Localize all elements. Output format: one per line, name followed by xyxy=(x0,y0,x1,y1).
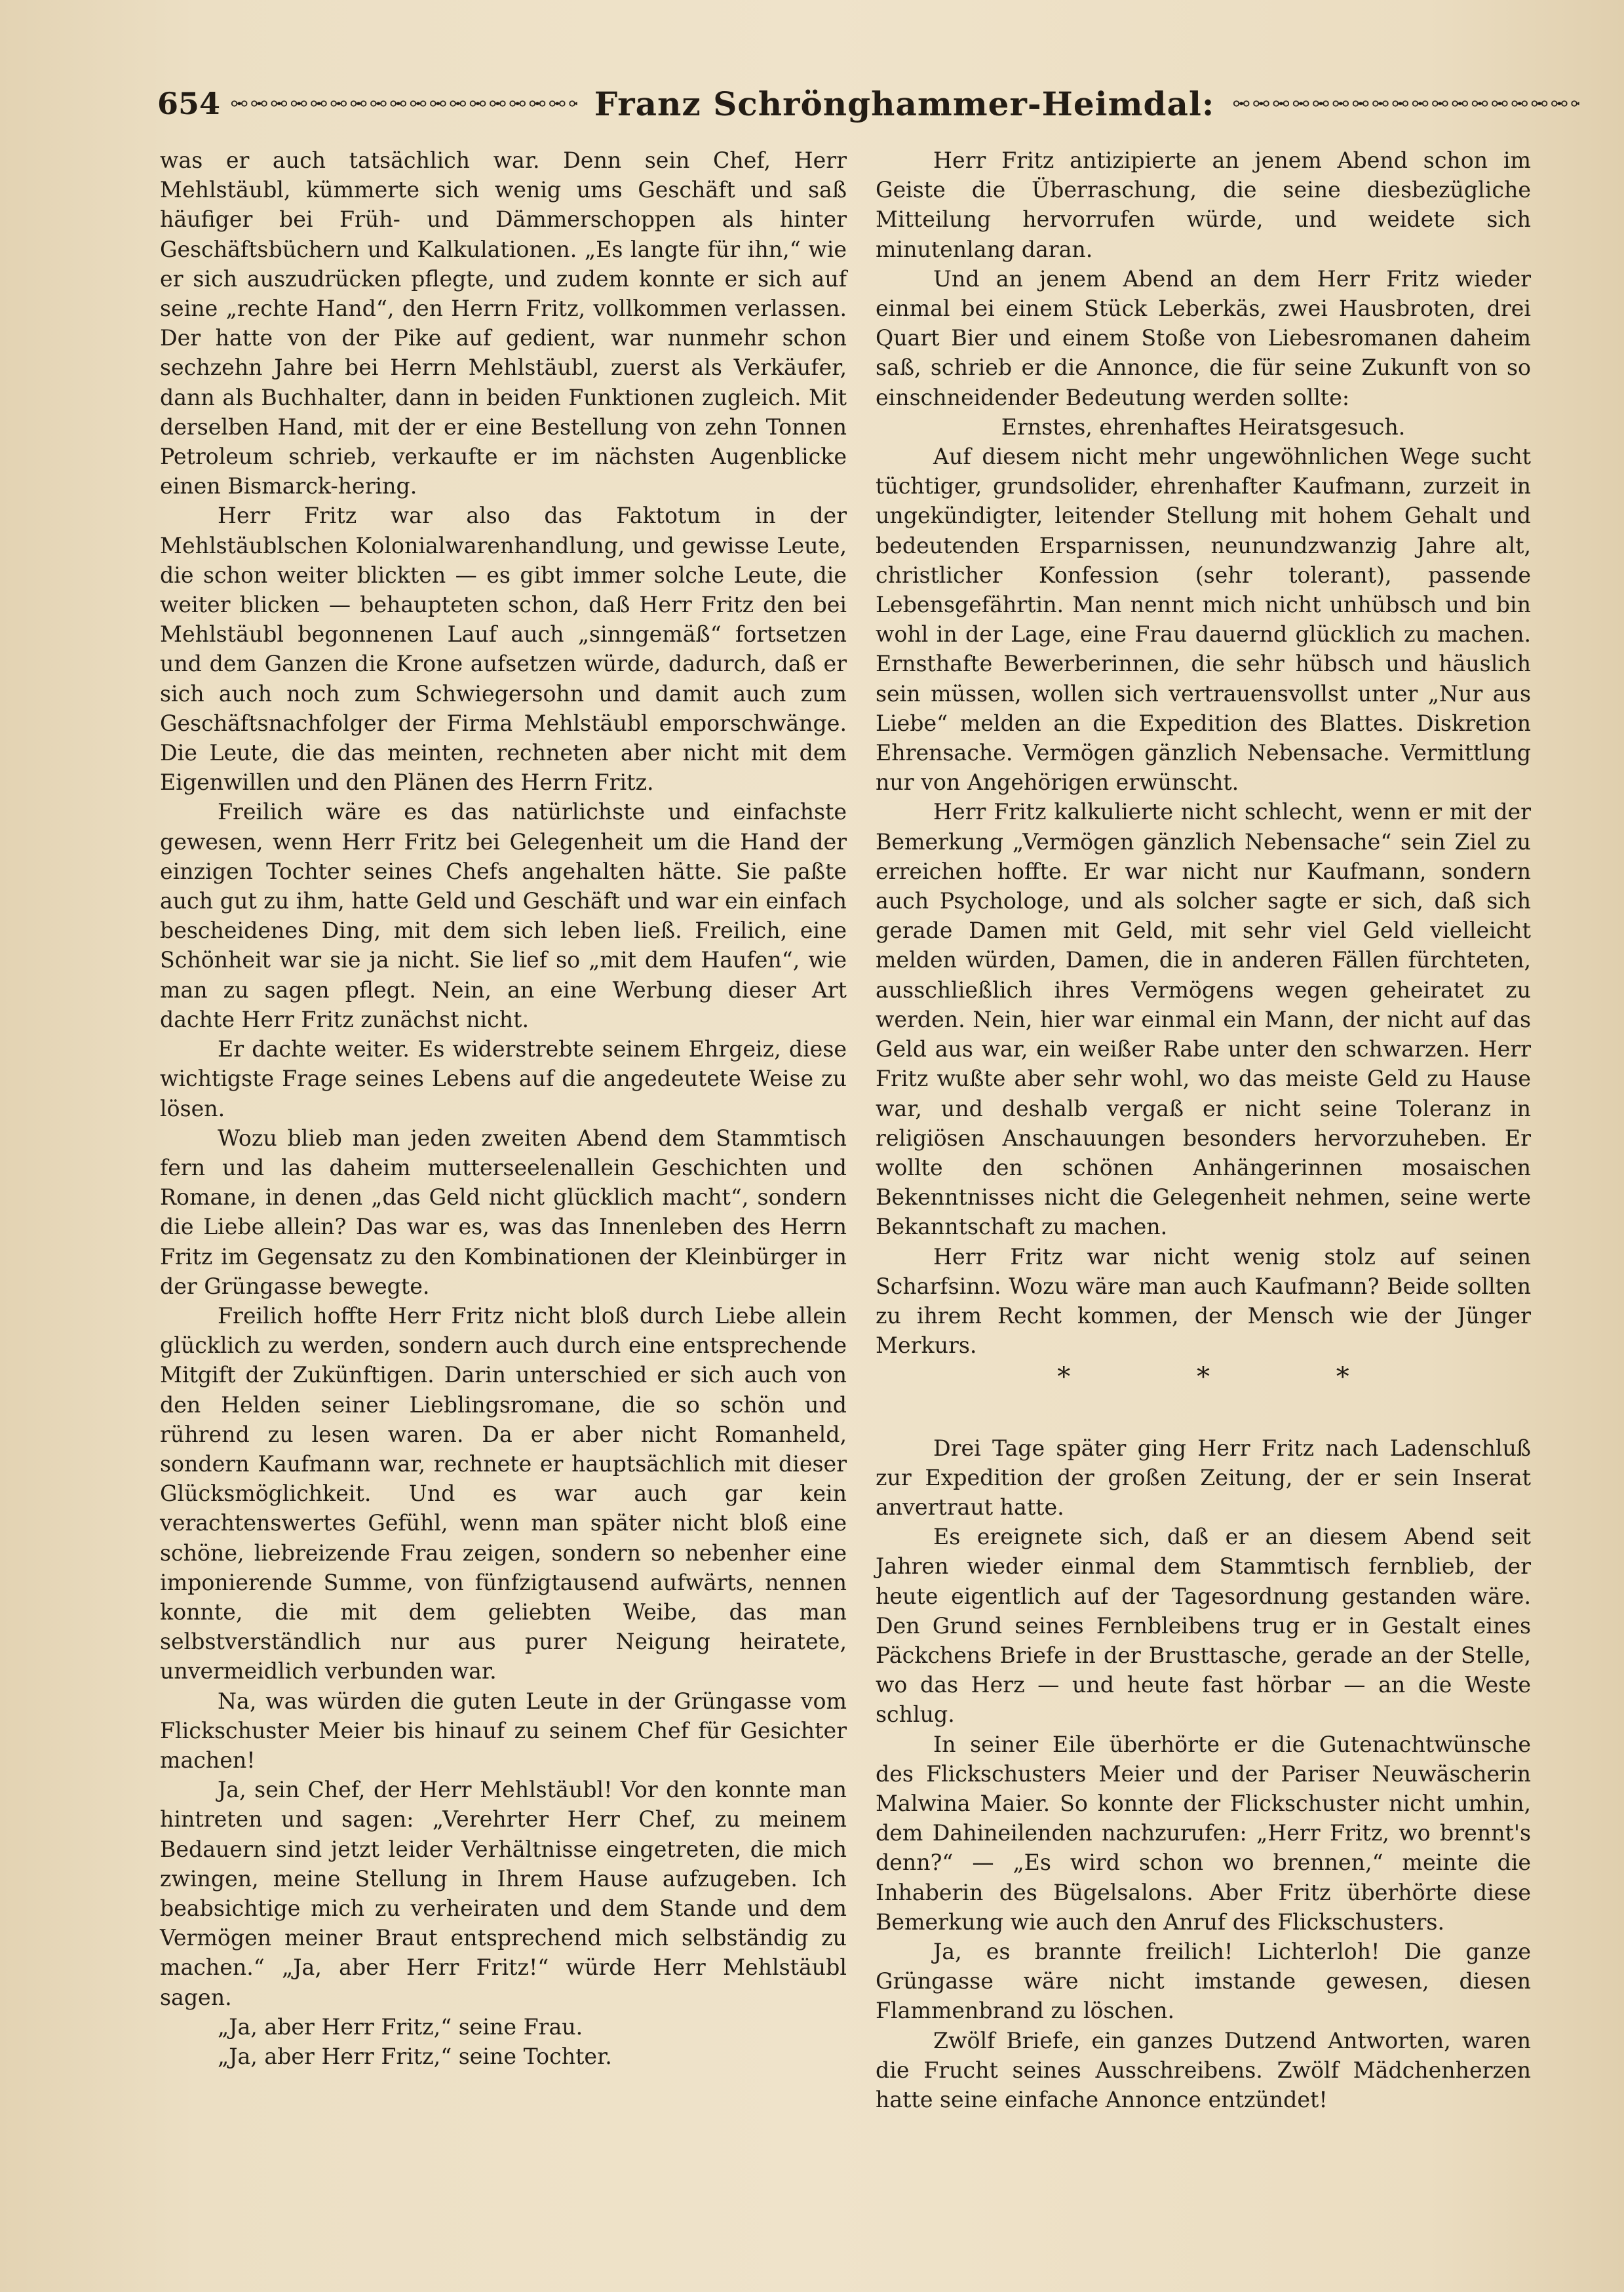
paragraph: Es ereignete sich, daß er an diesem Abend seit Jahren wieder einmal dem Stammtisch fernblieb, der heute eigentlich auf der Tagesordnung gestanden wäre. Den Grund seines Fernbleibens trug er in Gestalt eines Päckchens Briefe in der Brusttasche, gerade an der Stelle, wo das Herz — und heute fast hörbar — an die Weste schlug. xyxy=(876,1524,1531,1728)
left-column xyxy=(160,146,847,2071)
paragraph: „Ja, aber Herr Fritz,“ seine Tochter. xyxy=(218,2044,612,2069)
ad-text: Auf diesem nicht mehr ungewöhnlichen Wege sucht tüchtiger, grundsolider, ehrenhafter Kaufmann, zurzeit in ungekündigter, leitender Stellung mit hohem Gehalt und bedeutenden Ersparnissen, neunundzwanzig Jahre alt, christlicher Konfession (sehr tolerant), passende Lebensgefährtin. Man nennt mich nicht unhübsch und bin wohl in der Lage, eine Frau dauernd glücklich zu machen. Ernsthafte Bewerberinnen, die sehr hübsch und häuslich sein müssen, wollen sich vertrauensvollst unter „Nur aus Liebe“ melden an die Expedition des Blattes. Diskretion Ehrensache. Vermögen gänzlich Nebensache. Vermittlung nur von Angehörigen erwünscht. xyxy=(876,444,1531,796)
paragraph: Wozu blieb man jeden zweiten Abend dem Stammtisch fern und las daheim mutterseelenallein Geschichten und Romane, in denen „das Geld nicht glücklich macht“, sondern die Liebe allein? Das war es, was das Innenleben des Herrn Fritz im Gegensatz zu den Kombinationen der Kleinbürger in der Grüngasse bewegte. xyxy=(160,1125,847,1299)
paragraph: In seiner Eile überhörte er die Gutenachtwünsche des Flickschusters Meier und der Pariser Neuwäscherin Malwina Maier. So konnte der Flickschuster nicht umhin, dem Dahineilenden nachzurufen: „Herr Fritz, wo brennt's denn?“ — „Es wird schon wo brennen,“ meinte die Inhaberin des Bügelsalons. Aber Fritz überhörte diese Bemerkung wie auch den Anruf des Flickschusters. xyxy=(876,1731,1531,1935)
ad-heading: Ernstes, ehrenhaftes Heiratsgesuch. xyxy=(1001,414,1406,440)
paragraph: Zwölf Briefe, ein ganzes Dutzend Antworten, waren die Frucht seines Ausschreibens. Zwölf Mädchenherzen hatte seine einfache Annonce entzündet! xyxy=(876,2027,1531,2112)
paragraph: Herr Fritz war nicht wenig stolz auf seinen Scharfsinn. Wozu wäre man auch Kaufmann? Beide sollten zu ihrem Recht kommen, der Mensch wie der Jünger Merkurs. xyxy=(876,1243,1531,1359)
paragraph: Er dachte weiter. Es widerstrebte seinem Ehrgeiz, diese wichtigste Frage seines Lebens auf die angedeutete Weise zu lösen. xyxy=(160,1036,847,1121)
paragraph: Ja, sein Chef, der Herr Mehlstäubl! Vor den konnte man hintreten und sagen: „Verehrter Herr Chef, zu meinem Bedauern sind jetzt leider Verhältnisse eingetreten, die mich zwingen, meine Stellung in Ihrem Hause aufzugeben. Ich beabsichtige mich zu verheiraten und dem Stande und dem Vermögen meiner Braut entsprechend mich selbständig zu machen.“ „Ja, aber Herr Fritz!“ würde Herr Mehlstäubl sagen. xyxy=(160,1777,847,2010)
paragraph: Herr Fritz antizipierte an jenem Abend schon im Geiste die Überraschung, die seine diesbezügliche Mitteilung hervorrufen würde, und weidete sich minutenlang daran. xyxy=(876,147,1531,262)
paragraph: Herr Fritz war also das Faktotum in der Mehlstäublschen Kolonialwarenhandlung, und gewisse Leute, die schon weiter blickten — es gibt immer solche Leute, die weiter blicken — behaupteten schon, daß Herr Fritz den bei Mehlstäubl begonnenen Lauf auch „sinngemäß“ fortsetzen und dem Ganzen die Krone aufsetzen würde, dadurch, daß er sich auch noch zum Schwiegersohn und damit auch zum Geschäftsnachfolger der Firma Mehlstäubl emporschwänge. Die Leute, die das meinten, rechneten aber nicht mit dem Eigenwillen und den Plänen des Herrn Fritz. xyxy=(160,503,847,796)
ornament-rule-right xyxy=(1231,97,1579,110)
paragraph: Herr Fritz kalkulierte nicht schlecht, wenn er mit der Bemerkung „Vermögen gänzlich Nebensache“ sein Ziel zu erreichen hoffte. Er war nicht nur Kaufmann, sondern auch Psychologe, und als solcher sagte er sich, daß sich gerade Damen mit Geld, mit sehr viel Geld vielleicht melden würden, Damen, die in anderen Fällen fürchteten, ausschließlich ihres Vermögens wegen geheiratet zu werden. Nein, hier war einmal ein Mann, der nicht auf das Geld aus war, ein weißer Rabe unter den schwarzen. Herr Fritz wußte aber sehr wohl, wo das meiste Geld zu Hause war, und deshalb vergaß er nicht seine Toleranz in religiösen Anschauungen besonders hervorzuheben. Er wollte den schönen Anhängerinnen mosaischen Bekenntnisses nicht die Gelegenheit nehmen, seine werte Bekanntschaft zu machen. xyxy=(876,799,1531,1240)
paragraph: was er auch tatsächlich war. Denn sein Chef, Herr Mehlstäubl, kümmerte sich wenig ums Geschäft und saß häufiger bei Früh- und Dämmerschoppen als hinter Geschäftsbüchern und Kalkulationen. „Es langte für ihn,“ wie er sich auszudrücken pflegte, und zudem konnte er sich auf seine „rechte Hand“, den Herrn Fritz, vollkommen verlassen. Der hatte von der Pike auf gedient, war nunmehr schon sechzehn Jahre bei Herrn Mehlstäubl, zuerst als Verkäufer, dann als Buchhalter, dann in beiden Funktionen zugleich. Mit derselben Hand, mit der er eine Bestellung von zehn Tonnen Petroleum schrieb, verkaufte er im nächsten Augenblicke einen Bismarck-hering. xyxy=(160,147,847,499)
page-header xyxy=(157,77,1579,130)
paragraph: Freilich wäre es das natürlichste und einfachste gewesen, wenn Herr Fritz bei Gelegenheit um die Hand der einzigen Tochter seines Chefs angehalten hätte. Sie paßte auch gut zu ihm, hatte Geld und Geschäft und war ein einfach bescheidenes Ding, mit dem sich leben ließ. Freilich, eine Schönheit war sie ja nicht. Sie lief so „mit dem Haufen“, wie man zu sagen pflegt. Nein, an eine Werbung dieser Art dachte Herr Fritz zunächst nicht. xyxy=(160,799,847,1032)
running-title: Franz Schrönghammer-Heimdal: xyxy=(594,84,1215,123)
paragraph: Na, was würden die guten Leute in der Grüngasse vom Flickschuster Meier bis hinauf zu seinem Chef für Gesichter machen! xyxy=(160,1688,847,1773)
paragraph: Freilich hoffte Herr Fritz nicht bloß durch Liebe allein glücklich zu werden, sondern auch durch eine entsprechende Mitgift der Zukünftigen. Darin unterschied er sich auch von den Helden seiner Lieblingsromane, die so schön und rührend zu lesen waren. Da er aber nicht Romanheld, sondern Kaufmann war, rechnete er hauptsächlich mit dieser Glücksmöglichkeit. Und es war auch gar kein verachtenswertes Gefühl, wenn man später nicht bloß eine schöne, liebreizende Frau zeigen, sondern so nebenher eine imponierende Summe, von fünfzigtausend aufwärts, nennen konnte, die mit dem geliebten Weibe, das man selbstverständlich nur aus purer Neigung heiratete, unvermeidlich verbunden war. xyxy=(160,1302,847,1684)
paragraph: „Ja, aber Herr Fritz,“ seine Frau. xyxy=(218,2013,583,2040)
right-column xyxy=(876,146,1531,2114)
paragraph: Ja, es brannte freilich! Lichterloh! Die ganze Grüngasse wäre nicht imstande gewesen, diesen Flammenbrand zu löschen. xyxy=(876,1938,1531,2024)
page-number: 654 xyxy=(157,86,221,121)
paragraph: Und an jenem Abend an dem Herr Fritz wieder einmal bei einem Stück Leberkäs, zwei Hausbroten, drei Quart Bier und einem Stoße von Liebesromanen daheim saß, schrieb er die Annonce, die für seine Zukunft von so einschneidender Bedeutung werden sollte: xyxy=(876,265,1531,410)
paragraph: Drei Tage später ging Herr Fritz nach Ladenschluß zur Expedition der großen Zeitung, der er sein Inserat anvertraut hatte. xyxy=(876,1435,1531,1520)
section-separator: * * * xyxy=(1057,1362,1408,1393)
ornament-rule-left xyxy=(229,97,577,110)
